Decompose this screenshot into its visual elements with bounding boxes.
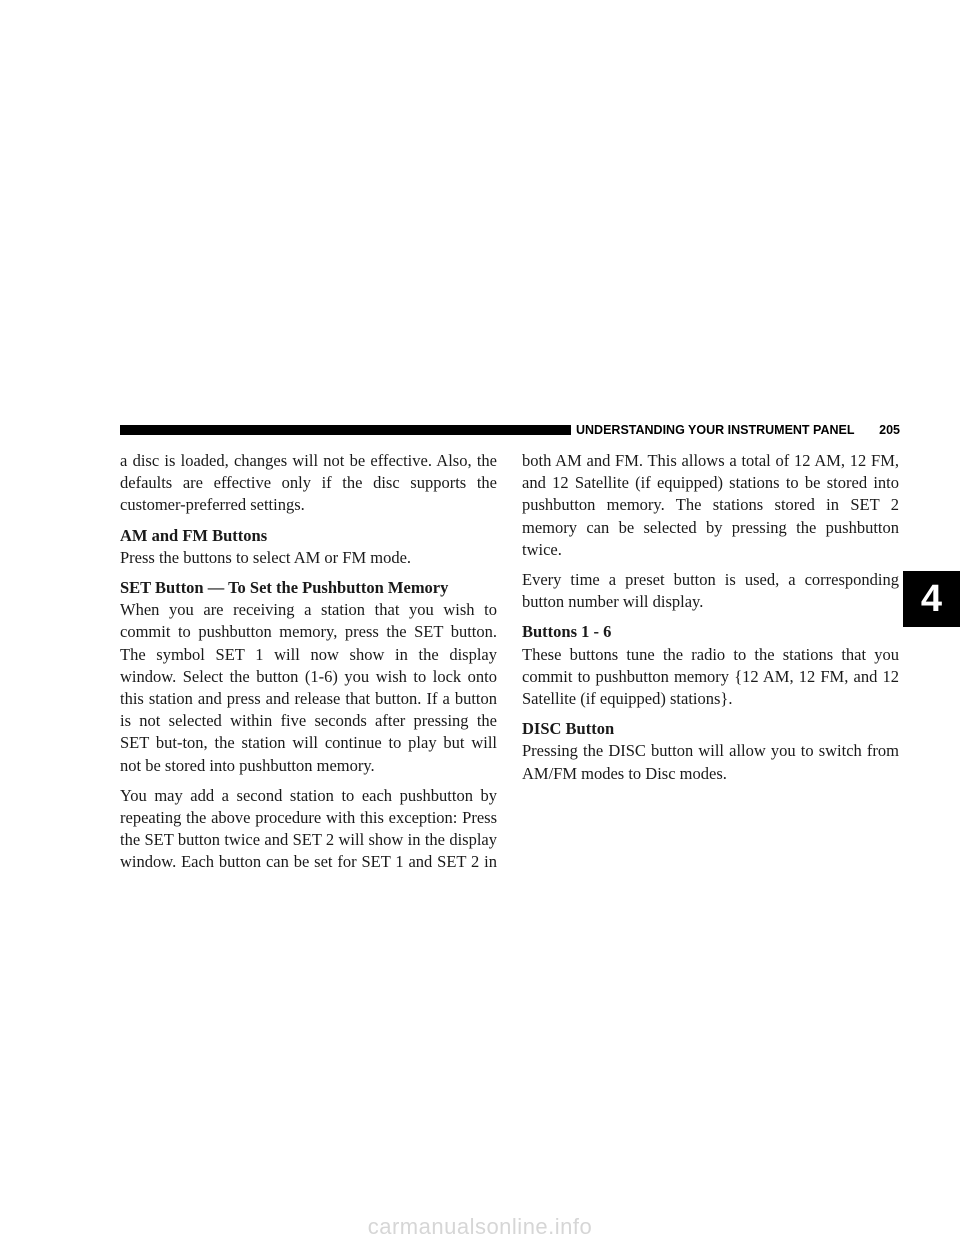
right-column: [522, 450, 899, 793]
chapter-tab[interactable]: 4: [903, 571, 960, 627]
section-title: UNDERSTANDING YOUR INSTRUMENT PANEL: [576, 423, 855, 437]
left-column: [120, 450, 497, 882]
paragraph-preset-display: Every time a preset button is used, a corresponding button number will display.: [522, 570, 899, 612]
running-head: [576, 422, 900, 438]
page-number: 205: [879, 423, 900, 437]
watermark-text: carmanualsonline.info: [367, 1214, 593, 1239]
paragraph-set-button: When you are receiving a station that you wish to commit to pushbutton memory, press the SET button. The symbol SET 1 will now show in the display window. Select the button (1-6) you wish to lock onto this station and press and release that button. If a button is not selected within five seconds after pressing the SET but-ton, the station will continue to play but will not be stored into pushbutton memory.: [120, 600, 497, 775]
paragraph-disc-loaded: a disc is loaded, changes will not be effective. Also, the defaults are effective only if the disc supports the customer-preferred settings.: [120, 451, 497, 515]
header-rule-bar: [120, 425, 571, 435]
paragraph-am-fm: Press the buttons to select AM or FM mode.: [120, 547, 412, 567]
paragraph-am-fm-total: both AM and FM. This allows a total of 12 AM, 12 FM, and 12 Satellite (if equipped) stations to be stored into pushbutton memory. The stations stored in SET 2 memory can be selected by pressing the pushbutton twice.: [522, 451, 899, 559]
heading-set-button: SET Button — To Set the Pushbutton Memory: [120, 578, 449, 598]
heading-disc-button: DISC Button: [522, 719, 615, 739]
heading-buttons-1-6: Buttons 1 - 6: [522, 622, 612, 642]
paragraph-buttons-1-6: These buttons tune the radio to the stations that you commit to pushbutton memory {12 AM, 12 FM, and 12 Satellite (if equipped) stations}.: [522, 644, 899, 709]
paragraph-disc-button: Pressing the DISC button will allow you to switch from AM/FM modes to Disc modes.: [522, 741, 899, 783]
paragraph-second-station: You may add a second station to each pushbutton by repeating the above procedure with this exception: Press the SET button twice and SET 2 will show in the display window. Each button can be set for SET 1 and SET 2 in: [120, 785, 497, 872]
heading-am-fm-buttons: AM and FM Buttons: [120, 525, 268, 545]
